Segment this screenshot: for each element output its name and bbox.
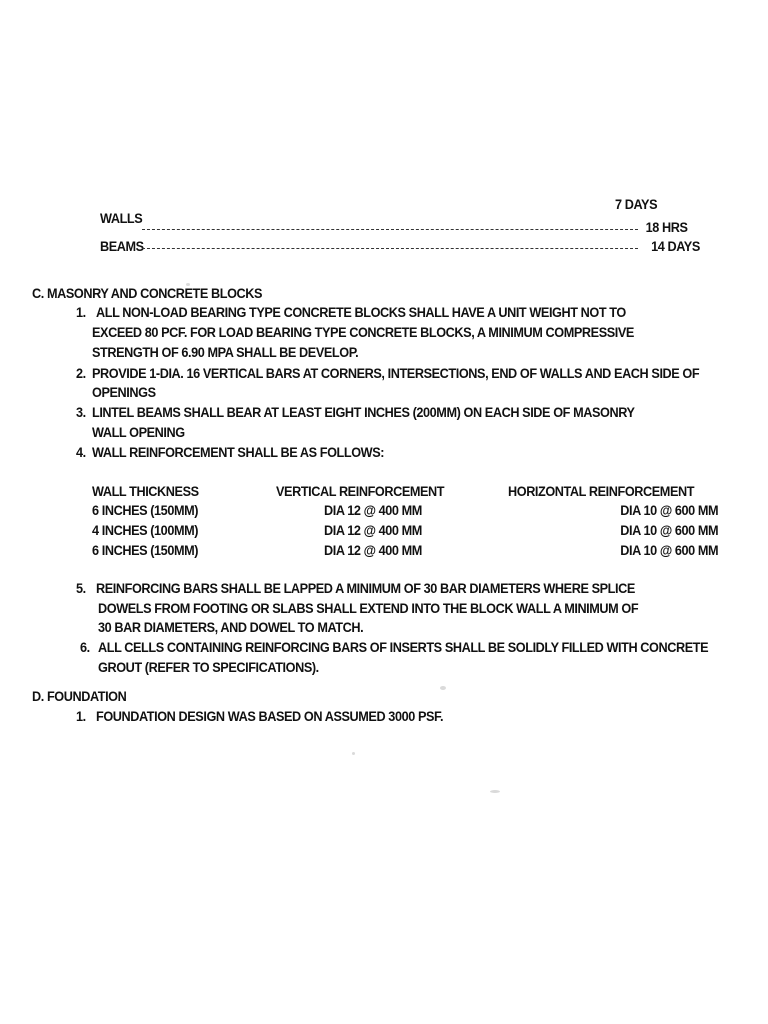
scan-speck (352, 752, 355, 755)
item-c3-number: 3. (76, 405, 86, 420)
cutoff-right-label: 7 DAYS (615, 197, 658, 212)
table-cell-r1-c1: 6 INCHES (150MM) (92, 503, 199, 518)
item-c5-line-3: 30 BAR DIAMETERS, AND DOWEL TO MATCH. (98, 620, 364, 635)
item-c3-line-1: LINTEL BEAMS SHALL BEAR AT LEAST EIGHT INCHES (200MM) ON EACH SIDE OF MASONRY (92, 405, 635, 420)
cutoff-left-label: WALLS (100, 211, 143, 226)
item-c2-number: 2. (76, 366, 86, 381)
table-header-wall-thickness: WALL THICKNESS (92, 484, 199, 499)
item-c6-line-1: ALL CELLS CONTAINING REINFORCING BARS OF INSERTS SHALL BE SOLIDLY FILLED WITH CONCRETE (98, 640, 709, 655)
item-c2-line-2: OPENINGS (92, 385, 156, 400)
curing-beams-value: 14 DAYS (651, 239, 700, 254)
table-cell-r1-c2: DIA 12 @ 400 MM (324, 503, 422, 518)
item-d1-line-1: FOUNDATION DESIGN WAS BASED ON ASSUMED 3000 PSF. (96, 709, 444, 724)
section-d-title: D. FOUNDATION (32, 689, 127, 704)
scan-speck (440, 686, 446, 690)
item-c1-line-1: ALL NON-LOAD BEARING TYPE CONCRETE BLOCKS SHALL HAVE A UNIT WEIGHT NOT TO (96, 305, 626, 320)
table-header-horizontal: HORIZONTAL REINFORCEMENT (508, 484, 695, 499)
item-c1-line-3: STRENGTH OF 6.90 MPA SHALL BE DEVELOP. (92, 345, 359, 360)
item-c4-line-1: WALL REINFORCEMENT SHALL BE AS FOLLOWS: (92, 445, 385, 460)
table-cell-r2-c1: 4 INCHES (100MM) (92, 523, 199, 538)
table-cell-r1-c3: DIA 10 @ 600 MM (620, 503, 718, 518)
section-c-title: C. MASONRY AND CONCRETE BLOCKS (32, 286, 263, 301)
item-c6-line-2: GROUT (REFER TO SPECIFICATIONS). (98, 660, 319, 675)
item-c5-number: 5. (76, 581, 86, 596)
table-cell-r2-c3: DIA 10 @ 600 MM (620, 523, 718, 538)
item-c3-line-2: WALL OPENING (92, 425, 185, 440)
item-c1-number: 1. (76, 305, 86, 320)
leader-line-walls (142, 229, 638, 230)
scan-speck (490, 790, 500, 793)
leader-line-beams (142, 248, 638, 249)
curing-walls-value: 18 HRS (646, 220, 688, 235)
table-cell-r3-c2: DIA 12 @ 400 MM (324, 543, 422, 558)
curing-beams-label: BEAMS (100, 239, 144, 254)
scan-speck (186, 283, 190, 286)
item-d1-number: 1. (76, 709, 86, 724)
table-cell-r3-c3: DIA 10 @ 600 MM (620, 543, 718, 558)
table-cell-r3-c1: 6 INCHES (150MM) (92, 543, 199, 558)
item-c6-number: 6. (80, 640, 90, 655)
item-c2-line-1: PROVIDE 1-DIA. 16 VERTICAL BARS AT CORNERS, INTERSECTIONS, END OF WALLS AND EACH SIDE OF (92, 366, 700, 381)
item-c1-line-2: EXCEED 80 PCF. FOR LOAD BEARING TYPE CONCRETE BLOCKS, A MINIMUM COMPRESSIVE (92, 325, 634, 340)
item-c4-number: 4. (76, 445, 86, 460)
table-header-vertical: VERTICAL REINFORCEMENT (276, 484, 445, 499)
item-c5-line-1: REINFORCING BARS SHALL BE LAPPED A MINIMUM OF 30 BAR DIAMETERS WHERE SPLICE (96, 581, 635, 596)
item-c5-line-2: DOWELS FROM FOOTING OR SLABS SHALL EXTEND INTO THE BLOCK WALL A MINIMUM OF (98, 601, 639, 616)
table-cell-r2-c2: DIA 12 @ 400 MM (324, 523, 422, 538)
